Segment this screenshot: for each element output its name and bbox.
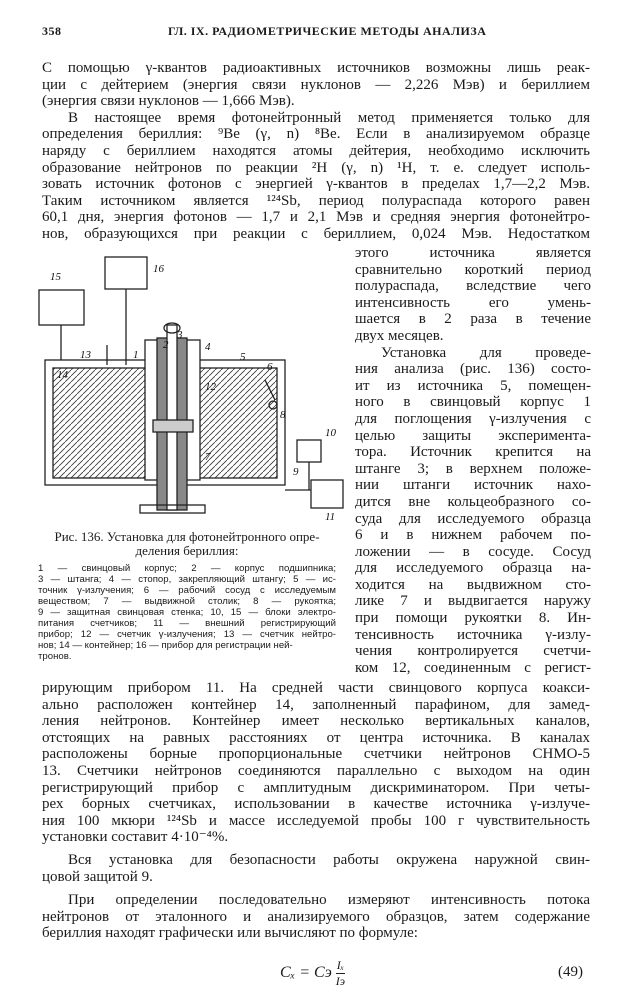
- figure-label-14: 14: [57, 369, 68, 381]
- text-line: расположены борные пропорциональные счетчики нейтронов СНМО-5: [42, 746, 590, 763]
- legend-line: тронов.: [38, 651, 72, 662]
- text-line: ложении — в сосуде. Сосуд: [355, 543, 591, 560]
- figure-label-1: 1: [133, 349, 139, 361]
- legend-line: веществом; 7 — выдвижной столик; 8 — рукоятка;: [38, 596, 336, 607]
- equation-number: (49): [558, 964, 583, 980]
- figure-label-9: 9: [293, 466, 299, 478]
- figure-label-5: 5: [240, 351, 246, 363]
- page-number: 358: [42, 24, 62, 38]
- figure-label-6: 6: [267, 361, 273, 373]
- figure-label-4: 4: [205, 341, 211, 353]
- figure-label-11: 11: [325, 511, 336, 523]
- text-line: полураспада, вследствие чего: [355, 278, 591, 295]
- text-line: Вся установка для безопасности работы окружена наружной свин-: [68, 852, 590, 868]
- text-line: нов, образующихся при реакции с бериллием, 0,024 Мэв. Недостатком: [42, 225, 590, 242]
- legend-line: 1 — свинцовый корпус; 2 — корпус подшипника;: [38, 563, 336, 574]
- legend-line: точник γ-излучения; 6 — рабочий сосуд с исследуемым: [38, 585, 336, 596]
- text-line: ления нейтронов. Контейнер имеет несколько вертикальных каналов,: [42, 713, 590, 730]
- text-line: Таким источником является ¹²⁴Sb, период полураспада которого равен: [42, 192, 590, 209]
- figure-label-7: 7: [205, 451, 211, 463]
- legend-line: нов; 14 — контейнер; 16 — прибор для регистрации ней-: [38, 640, 293, 651]
- legend-line: 3 — штанга; 4 — стопор, закрепляющий штангу; 5 — ис-: [38, 574, 336, 585]
- caption-line: деления бериллия:: [135, 543, 239, 558]
- text-line: ком 12, соединенным с регист-: [355, 659, 591, 676]
- text-line: двух месяцев.: [355, 327, 444, 344]
- text-line: для поглощения γ-излучения с: [355, 410, 591, 427]
- text-line: При определении последовательно измеряют интенсивность потока: [68, 892, 590, 908]
- text-line: сравнительно короткий период: [355, 261, 591, 278]
- paragraph-bottom: [42, 680, 590, 846]
- formula-denominator: Iэ: [335, 974, 346, 988]
- text-line: целью защиты эксперимента-: [355, 427, 591, 444]
- text-line: ально расположен контейнер 14, заполненный парафином, для замед-: [42, 696, 590, 713]
- text-line: зовать источник фотонов с энергией γ-квантов в пределах 1,7—2,2 Мэв.: [42, 176, 590, 193]
- text-line: штанге 3; в верхнем положе-: [355, 460, 591, 477]
- text-line: интенсивность его умень-: [355, 294, 591, 311]
- text-line: 6 и в нижнем рабочем по-: [355, 527, 591, 544]
- formula-49: [280, 958, 345, 989]
- text-line: тенсивность источника γ-излу-: [355, 626, 591, 643]
- text-line: тора. Источник крепится на: [355, 444, 591, 461]
- paragraph-top: [42, 60, 590, 243]
- block-15: [39, 290, 84, 325]
- text-line: для исследуемого образца на-: [355, 560, 591, 577]
- figure-legend: [38, 563, 336, 662]
- text-line: 60,1 дня, энергия фотонов — 1,7 и 2,1 Мэв и средняя энергия фотонейтро-: [42, 209, 590, 226]
- figure-label-12: 12: [205, 381, 216, 393]
- figure-label-15: 15: [50, 271, 61, 283]
- text-line: образование нейтронов по реакции ²H (γ, n) ¹H, т. е. следует исполь-: [42, 159, 590, 176]
- figure-label-16: 16: [153, 263, 164, 275]
- text-line: нии штанги источник нахо-: [355, 477, 591, 494]
- legend-line: прибор; 12 — счетчик γ-излучения; 13 — счетчик нейтро-: [38, 629, 336, 640]
- text-line: нейтронов от эталонного и анализируемого образцов, затем содержание: [42, 908, 590, 925]
- text-line: суда для исследуемого образца: [355, 510, 591, 527]
- legend-line: 9 — защитная свинцовая стенка; 10, 15 — блоки электро-: [38, 607, 336, 618]
- caption-line: Рис. 136. Установка для фотонейтронного опре-: [54, 529, 320, 544]
- text-line: ит из источника 5, помещен-: [355, 377, 591, 394]
- text-line: Установка для проведе-: [381, 344, 591, 361]
- figure-label-13: 13: [80, 349, 91, 361]
- text-line: ходится на выдвижном сто-: [355, 576, 591, 593]
- text-line: рирующим прибором 11. На средней части свинцового корпуса коакси-: [42, 680, 590, 696]
- text-line: лике 7 и выдвигается наружу: [355, 593, 591, 610]
- formula-lhs: Cₓ = Cэ: [280, 964, 332, 982]
- text-line: бериллия находят графически или вычисляют по формуле:: [42, 925, 418, 942]
- text-line: при помощи рукоятки 8. Ин-: [355, 610, 591, 627]
- text-line: дится вне кольцеобразного со-: [355, 493, 591, 510]
- formula-numerator: Iₓ: [336, 958, 345, 972]
- figure-label-10: 10: [325, 427, 336, 439]
- text-line: В настоящее время фотонейтронный метод применяется только для: [68, 109, 590, 126]
- text-line: цовой защитой 9.: [42, 868, 153, 885]
- text-line: ния 100 мкюри ¹²⁴Sb и массе исследуемой пробы 100 г чувствительность: [42, 812, 590, 829]
- running-title: ГЛ. IX. РАДИОМЕТРИЧЕСКИЕ МЕТОДЫ АНАЛИЗА: [168, 24, 487, 38]
- text-line: определения бериллия: ⁹Be (γ, n) ⁸Be. Если в анализируемом образце: [42, 126, 590, 143]
- text-line: (энергия связи нуклонов — 1,666 Мэв).: [42, 93, 295, 110]
- paragraph-right-column: [355, 245, 591, 676]
- figure-caption: [38, 530, 336, 558]
- text-line: 13. Счетчики нейтронов соединяются параллельно с выходом на один: [42, 762, 590, 779]
- text-line: С помощью γ-квантов радиоактивных источников возможны лишь реак-: [42, 60, 590, 76]
- text-line: чения контролируется счетчи-: [355, 643, 591, 660]
- text-line: ного в свинцовый корпус 1: [355, 394, 591, 411]
- legend-line: питания счетчиков; 11 — внешний регистрирующий: [38, 618, 336, 629]
- block-11: [311, 480, 343, 508]
- text-line: регистрирующий прибор с амплитудным дискриминатором. При четы-: [42, 779, 590, 796]
- paragraph-protection: [42, 852, 590, 885]
- text-line: наряду с бериллием находятся атомы дейтерия, необходимо исключить: [42, 142, 590, 159]
- text-line: ции с дейтерием (энергия связи нуклонов — 2,226 Мэв) и бериллием: [42, 76, 590, 93]
- figure-label-8: 8: [280, 409, 286, 421]
- text-line: этого источника является: [355, 245, 591, 261]
- text-line: ния анализа (рис. 136) состо-: [355, 361, 591, 378]
- block-16: [105, 257, 147, 289]
- text-line: шается в 2 раза в течение: [355, 311, 591, 328]
- text-line: рех борных счетчиках, использовании в качестве источника γ-излуче-: [42, 796, 590, 813]
- figure-136-apparatus-diagram: [35, 250, 350, 525]
- block-10: [297, 440, 321, 462]
- text-line: установки составит 4·10⁻⁴%.: [42, 829, 229, 846]
- text-line: отстоящих на равных расстояниях от центра источника. В каналах: [42, 729, 590, 746]
- figure-label-2: 2: [163, 339, 169, 351]
- figure-label-3: 3: [177, 329, 183, 341]
- paragraph-formula-intro: [42, 892, 590, 942]
